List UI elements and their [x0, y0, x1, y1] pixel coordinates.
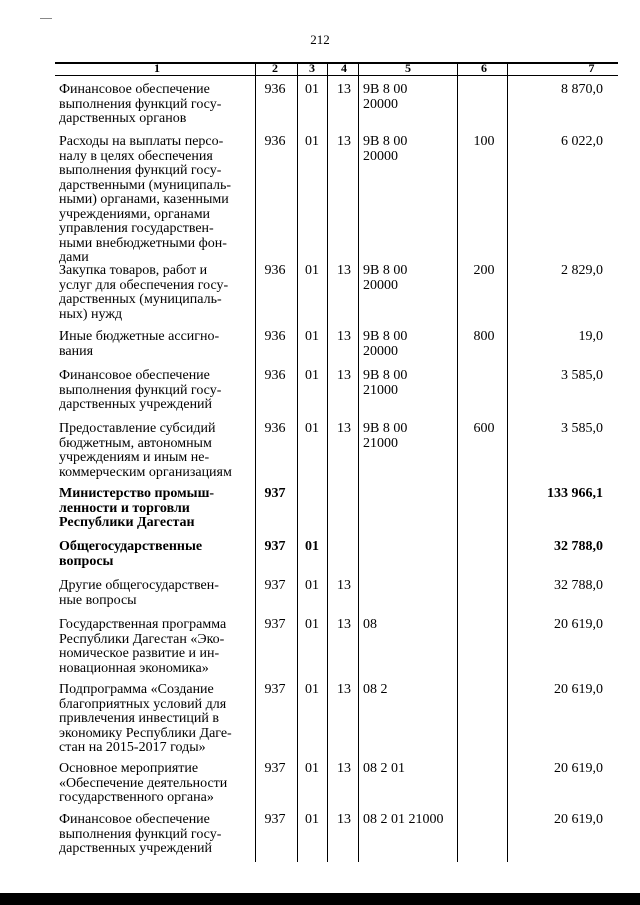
row-col-5: 08 [363, 617, 377, 632]
row-col-3: 01 [305, 539, 319, 554]
row-col-6: 200 [473, 263, 495, 278]
row-name: Предоставление субсидий бюджетным, автономным учреждениям и иным не- коммерческим организациям [59, 421, 232, 480]
scan-mark [40, 18, 52, 19]
row-name: Расходы на выплаты персо- налу в целях обеспечения выполнения функций госу- дарственными (муниципаль- ными) органами, казенными учреждениями, органами управления государствен- ными внебюджетными фон- дами [59, 134, 232, 265]
row-col-3: 01 [305, 421, 319, 436]
row-amount: 133 966,1 [547, 486, 603, 501]
row-col-3: 01 [305, 617, 319, 632]
row-amount: 20 619,0 [554, 812, 603, 827]
row-col-5: 9В 8 00 20000 [363, 82, 408, 112]
row-col-2: 937 [264, 486, 286, 501]
row-col-5: 08 2 01 21000 [363, 812, 444, 827]
row-col-2: 936 [264, 263, 286, 278]
row-col-3: 01 [305, 134, 319, 149]
row-col-3: 01 [305, 329, 319, 344]
row-col-3: 01 [305, 368, 319, 383]
page-number: 212 [310, 32, 330, 47]
row-col-3: 01 [305, 263, 319, 278]
row-col-2: 936 [264, 368, 286, 383]
row-col-5: 9В 8 00 20000 [363, 263, 408, 293]
column-divider [457, 62, 458, 862]
row-col-5: 08 2 [363, 682, 388, 697]
row-col-2: 936 [264, 82, 286, 97]
row-col-3: 01 [305, 812, 319, 827]
header-col-5: 5 [405, 61, 411, 75]
row-col-4: 13 [337, 421, 351, 436]
row-col-3: 01 [305, 761, 319, 776]
column-divider [255, 62, 256, 862]
header-col-1: 1 [154, 61, 160, 75]
row-col-6: 800 [473, 329, 495, 344]
row-col-2: 936 [264, 421, 286, 436]
row-col-4: 13 [337, 682, 351, 697]
row-name: Финансовое обеспечение выполнения функций госу- дарственных учреждений [59, 368, 222, 412]
row-amount: 32 788,0 [554, 539, 603, 554]
row-col-2: 937 [264, 578, 286, 593]
row-name: Финансовое обеспечение выполнения функций госу- дарственных учреждений [59, 812, 222, 856]
row-col-4: 13 [337, 761, 351, 776]
header-col-7: 7 [588, 61, 595, 75]
row-name: Подпрограмма «Создание благоприятных условий для привлечения инвестиций в экономику Республики Даге- стан на 2015-2017 годы» [59, 682, 232, 755]
row-name: Иные бюджетные ассигно- вания [59, 329, 220, 359]
row-amount: 3 585,0 [561, 421, 603, 436]
column-divider [507, 62, 508, 862]
row-amount: 2 829,0 [561, 263, 603, 278]
row-col-5: 08 2 01 [363, 761, 405, 776]
row-name: Министерство промыш- ленности и торговли Республики Дагестан [59, 486, 215, 530]
row-col-4: 13 [337, 82, 351, 97]
row-col-3: 01 [305, 82, 319, 97]
header-col-2: 2 [272, 61, 278, 75]
row-col-3: 01 [305, 682, 319, 697]
row-col-4: 13 [337, 329, 351, 344]
row-name: Финансовое обеспечение выполнения функций госу- дарственных органов [59, 82, 222, 126]
row-amount: 19,0 [578, 329, 603, 344]
row-col-3: 01 [305, 578, 319, 593]
row-amount: 20 619,0 [554, 682, 603, 697]
row-col-2: 937 [264, 617, 286, 632]
row-name: Общегосударственные вопросы [59, 539, 203, 569]
row-amount: 20 619,0 [554, 617, 603, 632]
scan-bottom-edge [0, 893, 640, 905]
row-col-5: 9В 8 00 21000 [363, 421, 408, 451]
row-col-4: 13 [337, 263, 351, 278]
row-col-2: 937 [264, 682, 286, 697]
column-divider [327, 62, 328, 862]
row-col-4: 13 [337, 368, 351, 383]
table-header-row [55, 63, 618, 75]
column-divider [297, 62, 298, 862]
row-col-4: 13 [337, 812, 351, 827]
row-col-4: 13 [337, 617, 351, 632]
header-col-6: 6 [481, 61, 487, 75]
row-col-2: 937 [264, 539, 286, 554]
row-col-6: 600 [473, 421, 495, 436]
row-col-2: 937 [264, 761, 286, 776]
row-col-5: 9В 8 00 21000 [363, 368, 408, 398]
row-col-4: 13 [337, 134, 351, 149]
row-name: Другие общегосударствен- ные вопросы [59, 578, 219, 608]
row-col-5: 9В 8 00 20000 [363, 134, 408, 164]
column-divider [358, 62, 359, 862]
header-col-3: 3 [309, 61, 315, 75]
row-col-6: 100 [473, 134, 495, 149]
row-amount: 32 788,0 [554, 578, 603, 593]
row-col-5: 9В 8 00 20000 [363, 329, 408, 359]
row-amount: 6 022,0 [561, 134, 603, 149]
row-name: Государственная программа Республики Дагестан «Эко- номическое развитие и ин- новационная экономика» [59, 617, 227, 676]
table-header-rule [55, 75, 618, 76]
row-amount: 3 585,0 [561, 368, 603, 383]
header-col-4: 4 [341, 61, 347, 75]
row-col-2: 936 [264, 329, 286, 344]
row-col-2: 937 [264, 812, 286, 827]
row-col-4: 13 [337, 578, 351, 593]
row-name: Закупка товаров, работ и услуг для обеспечения госу- дарственных (муниципаль- ных) нужд [59, 263, 229, 322]
row-amount: 20 619,0 [554, 761, 603, 776]
row-amount: 8 870,0 [561, 82, 603, 97]
row-col-2: 936 [264, 134, 286, 149]
row-name: Основное мероприятие «Обеспечение деятельности государственного органа» [59, 761, 228, 805]
